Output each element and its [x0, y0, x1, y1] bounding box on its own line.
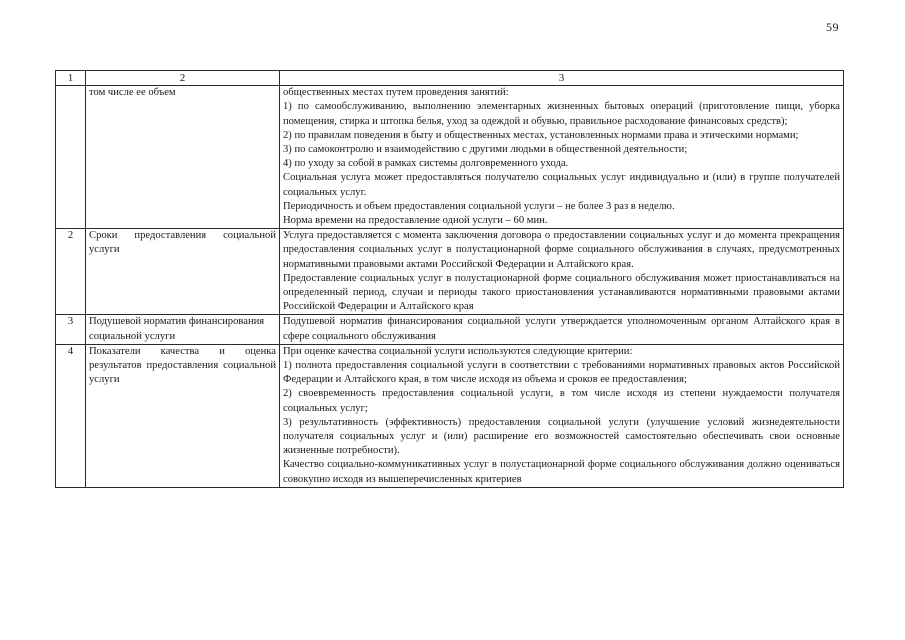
- row-number: 2: [56, 229, 86, 315]
- content-paragraph: 2) своевременность предоставления социальной услуги, в том числе исходя из степени нуждаемости получателя социальных услуг;: [283, 388, 840, 414]
- content-paragraph: 1) по самообслуживанию, выполнению элементарных жизненных бытовых операций (приготовление пищи, уборка помещения, стирка и штопка белья, уход за одеждой и обувью, правильное расходование финансовых средств);: [283, 101, 840, 127]
- row-content: [280, 229, 844, 315]
- table-row: [56, 344, 844, 487]
- table-header-row: [56, 71, 844, 86]
- table-row: [56, 229, 844, 315]
- content-paragraph: Норма времени на предоставление одной услуги – 60 мин.: [283, 215, 548, 227]
- row-content: [280, 315, 844, 344]
- content-paragraph: Услуга предоставляется с момента заключения договора о предоставлении социальных услуг и до момента прекращения предоставления социальных услуг в полустационарной форме социального обслуживания в случаях, предусмотренных нормативными правовыми актами Российской Федерации и Алтайского края.: [283, 230, 840, 270]
- table-row: [56, 86, 844, 229]
- content-paragraph: общественных местах путем проведения занятий:: [283, 87, 509, 99]
- content-paragraph: Социальная услуга может предоставляться получателю социальных услуг индивидуально и (или) в группе получателей социальных услуг.: [283, 172, 840, 198]
- content-paragraph: 1) полнота предоставления социальной услуги в соответствии с требованиями нормативных правовых актов Российской Федерации и Алтайского края, в том числе исходя из объема и сроков ее предоставления;: [283, 360, 840, 386]
- row-name: Подушевой норматив финансирования социальной услуги: [86, 315, 280, 344]
- header-cell-1: 1: [56, 71, 86, 86]
- table-row: [56, 315, 844, 344]
- content-paragraph: 4) по уходу за собой в рамках системы долговременного ухода.: [283, 158, 569, 170]
- row-number: [56, 86, 86, 229]
- content-paragraph: Периодичность и объем предоставления социальной услуги – не более 3 раз в неделю.: [283, 200, 675, 212]
- row-name: Сроки предоставления социальной услуги: [86, 229, 280, 315]
- row-name: том числе ее объем: [86, 86, 280, 229]
- row-number: 4: [56, 344, 86, 487]
- content-paragraph: Подушевой норматив финансирования социальной услуги утверждается уполномоченным органом Алтайского края в сфере социального обслуживания: [283, 316, 840, 342]
- content-paragraph: 3) результативность (эффективность) предоставления социальной услуги (улучшение условий жизнедеятельности получателя социальных услуг и (или) расширение его возможностей самостоятельно обеспечивать свои основные жизненные потребности).: [283, 416, 840, 457]
- content-paragraph: При оценке качества социальной услуги используются следующие критерии:: [283, 345, 633, 357]
- header-cell-2: 2: [86, 71, 280, 86]
- header-cell-3: 3: [280, 71, 844, 86]
- page-number: 59: [826, 20, 839, 34]
- row-name: Показатели качества и оценка результатов предоставления социальной услуги: [86, 344, 280, 487]
- content-paragraph: 2) по правилам поведения в быту и общественных местах, установленных нормами права и этическими нормами;: [283, 129, 799, 141]
- content-paragraph: Предоставление социальных услуг в полустационарной форме социального обслуживания может приостанавливаться на определенный период, случаи и периоды такого приостановления устанавливаются нормативными правовыми актами Российской Федерации и Алтайского края: [283, 272, 840, 313]
- row-content: [280, 344, 844, 487]
- content-paragraph: Качество социально-коммуникативных услуг в полустационарной форме социального обслуживания должно оцениваться совокупно исходя из вышеперечисленных критериев: [283, 459, 840, 485]
- service-table: [55, 70, 844, 488]
- row-number: 3: [56, 315, 86, 344]
- content-paragraph: 3) по самоконтролю и взаимодействию с другими людьми в общественной деятельности;: [283, 144, 688, 156]
- row-content: [280, 86, 844, 229]
